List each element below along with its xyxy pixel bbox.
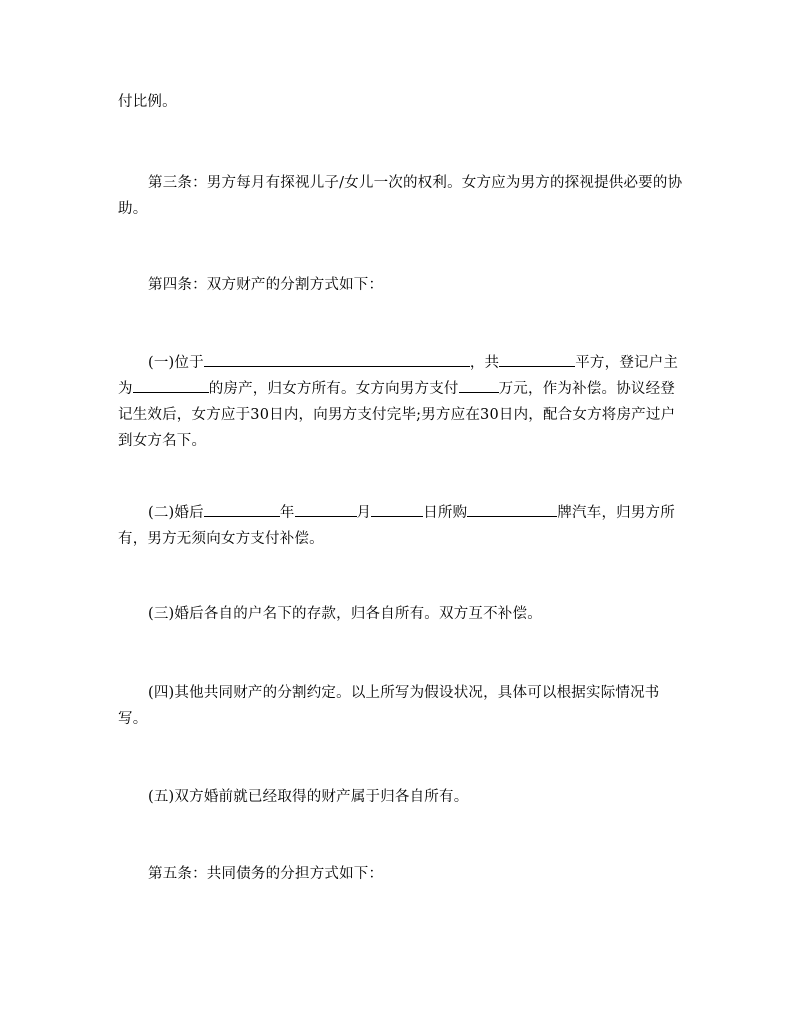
clause-5: 第五条：共同债务的分担方式如下： bbox=[148, 866, 384, 882]
item-1-text-c: 平方，登记户主为 bbox=[118, 355, 679, 397]
item-1-text-a: (一)位于 bbox=[148, 355, 204, 371]
amount-blank[interactable] bbox=[459, 378, 499, 393]
day-blank[interactable] bbox=[371, 502, 423, 517]
item-2-text-d: 日所购 bbox=[423, 505, 468, 521]
item-1-text-b: ，共 bbox=[469, 355, 500, 371]
area-blank[interactable] bbox=[499, 352, 575, 367]
item-2-text-e: 牌汽车，归男方所有，男方无须向女方支付补偿。 bbox=[118, 505, 675, 547]
car-brand-blank[interactable] bbox=[467, 502, 557, 517]
item-2-text-b: 年 bbox=[279, 505, 295, 521]
owner-blank[interactable] bbox=[133, 378, 209, 393]
location-blank[interactable] bbox=[204, 352, 470, 367]
clause-3: 第三条：男方每月有探视儿子/女儿一次的权利。女方应为男方的探视提供必要的协助。 bbox=[118, 175, 683, 217]
month-blank[interactable] bbox=[295, 502, 357, 517]
clause-4-item-1 bbox=[118, 350, 684, 454]
clause-4-item-4: (四)其他共同财产的分割约定。以上所写为假设状况，具体可以根据实际情况书写。 bbox=[118, 685, 660, 727]
clause-4-item-3: (三)婚后各自的户名下的存款，归各自所有。双方互不补偿。 bbox=[148, 606, 542, 622]
clause-4: 第四条：双方财产的分割方式如下： bbox=[148, 277, 384, 293]
clause-4-item-5: (五)双方婚前就已经取得的财产属于归各自所有。 bbox=[148, 789, 469, 805]
item-1-text-e: 万元，作为补偿。协议经登记生效后，女方应于30日内，向男方支付完毕;男方应在30日内，配合女方将房产过户到女方名下。 bbox=[118, 381, 676, 449]
clause-4-item-2 bbox=[118, 500, 684, 552]
item-1-text-d: 的房产，归女方所有。女方向男方支付 bbox=[208, 381, 459, 397]
year-blank[interactable] bbox=[204, 502, 280, 517]
item-2-text-a: (二)婚后 bbox=[148, 505, 204, 521]
item-2-text-c: 月 bbox=[356, 505, 372, 521]
paragraph-continuation: 付比例。 bbox=[118, 94, 177, 110]
